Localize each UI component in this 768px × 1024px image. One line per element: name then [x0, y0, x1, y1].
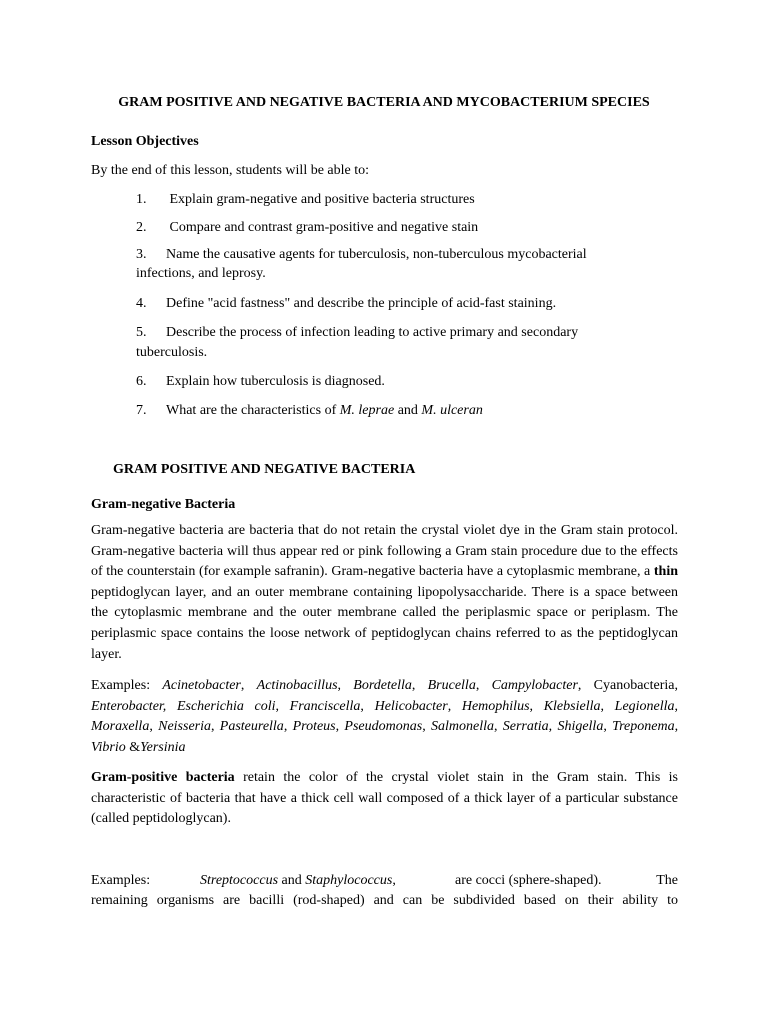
objective-text: Describe the process of infection leading to active primary and secondary — [166, 325, 579, 340]
separator: , — [603, 719, 613, 735]
objectives-heading: Lesson Objectives — [91, 134, 199, 149]
genus-name: Shigella — [557, 719, 604, 735]
objective-text: Explain how tuberculosis is diagnosed. — [166, 374, 385, 389]
gram-positive-paragraph — [91, 768, 678, 830]
genus-name: Serratia — [502, 719, 549, 735]
genus-name: Streptococcus — [200, 873, 279, 888]
genus-name: Brucella — [427, 678, 476, 693]
examples-genera — [200, 871, 396, 890]
objective-number: 2. — [136, 220, 147, 235]
genus-name: Helicobacter — [374, 698, 448, 714]
section-heading: GRAM POSITIVE AND NEGATIVE BACTERIA — [113, 462, 416, 477]
objective-number: 6. — [136, 374, 147, 389]
gram-negative-heading: Gram-negative Bacteria — [91, 497, 236, 512]
objective-item-3-continued: infections, and leprosy. — [136, 266, 266, 281]
genus-name: Hemophilus — [461, 698, 530, 714]
objective-text: Define "acid fastness" and describe the principle of acid-fast staining. — [166, 296, 557, 311]
separator: , — [548, 719, 558, 735]
genus-name: Acinetobacter — [162, 678, 241, 693]
objective-number: 4. — [136, 296, 147, 311]
objective-text: Name the causative agents for tuberculosis, non-tuberculous mycobacterial — [166, 247, 587, 262]
objective-item-3 — [136, 245, 587, 264]
genus-name: Pseudomonas — [344, 719, 423, 735]
genus-name: Actinobacillus — [256, 678, 338, 693]
genus-name: Moraxella — [91, 719, 150, 735]
objective-number: 7. — [136, 403, 147, 418]
objective-item-5 — [136, 323, 578, 342]
objective-number: 5. — [136, 325, 147, 340]
separator: , — [211, 719, 220, 735]
genus-name: Proteus — [292, 719, 336, 735]
separator: , — [600, 698, 615, 714]
document-title: GRAM POSITIVE AND NEGATIVE BACTERIA AND MYCOBACTERIUM SPECIES — [118, 95, 650, 110]
genus-name: Enterobacter, Escherichia coli — [91, 698, 276, 714]
objectives-intro: By the end of this lesson, students will be able to: — [91, 163, 370, 178]
objective-item-2 — [136, 218, 478, 237]
genus-name: Neisseria — [158, 719, 211, 735]
genus-name: Legionella — [614, 698, 675, 714]
genus-name: Franciscella — [289, 698, 361, 714]
genus-name: Yersinia — [140, 739, 186, 755]
separator: , — [360, 698, 375, 714]
the-text: The — [656, 873, 678, 888]
separator: , — [422, 719, 431, 735]
positive-examples-line — [91, 871, 678, 891]
separator: , — [493, 719, 503, 735]
objective-item-5-continued: tuberculosis. — [136, 345, 208, 360]
genus-name: Staphylococcus — [305, 873, 393, 888]
separator: , — [447, 698, 462, 714]
separator: , — [475, 678, 492, 693]
genus-name: Vibrio — [91, 739, 126, 755]
objective-text: Explain gram-negative and positive bacteria structures — [166, 192, 475, 207]
genus-name: Pasteurella — [219, 719, 284, 735]
positive-examples-continued: remaining organisms are bacilli (rod-shaped) and can be subdivided based on their ability to — [91, 893, 678, 908]
separator: , — [149, 719, 159, 735]
paragraph-text: peptidoglycan layer, and an outer membrane containing lipopolysaccharide. There is a space between the cytoplasmic membrane and the outer membrane called the periplasmic space or periplasm. The periplasmic space contains the loose network of peptidoglycan chains referred to as the peptidoglycan layer. — [91, 584, 678, 662]
emphasis-thin: thin — [653, 564, 678, 580]
genus-name: Bordetella — [353, 678, 412, 693]
punctuation: , — [392, 873, 396, 888]
separator: , — [275, 698, 290, 714]
separator: , — [674, 698, 679, 714]
species-name: M. ulceran — [421, 403, 483, 418]
separator: , — [337, 678, 354, 693]
gram-negative-paragraph — [91, 521, 678, 665]
gram-negative-examples — [91, 676, 678, 758]
species-name: M. leprae — [339, 403, 395, 418]
separator: & — [125, 739, 141, 755]
separator: , — [283, 719, 293, 735]
objective-number: 1. — [136, 192, 147, 207]
objective-text: and — [394, 403, 422, 418]
genus-name: Treponema — [612, 719, 675, 735]
genus-name: Campylobacter — [491, 678, 578, 693]
examples-label: Examples: — [91, 873, 151, 888]
genus-name: Salmonella — [430, 719, 494, 735]
separator: , Cyanobacteria, — [577, 678, 679, 693]
separator: , — [240, 678, 257, 693]
genus-name: Klebsiella — [543, 698, 601, 714]
cocci-text: are cocci (sphere-shaped). — [455, 873, 602, 888]
paragraph-text: retain the color of the crystal violet stain in the Gram stain. This is characteristic of bacteria that have a thick cell wall composed of a thick layer of a particular substance (called peptidologlycan). — [91, 770, 678, 827]
objective-text: Compare and contrast gram-positive and negative stain — [166, 220, 479, 235]
examples-label: Examples: — [91, 678, 163, 693]
objective-item-6 — [136, 372, 385, 391]
examples-list — [91, 678, 678, 755]
gram-positive-lead: Gram-positive bacteria — [91, 770, 235, 785]
objective-number: 3. — [136, 247, 147, 262]
objective-text: What are the characteristics of — [166, 403, 340, 418]
separator: , — [674, 719, 679, 735]
conjunction: and — [278, 873, 306, 888]
objective-item-1 — [136, 190, 475, 209]
paragraph-text: Gram-negative bacteria are bacteria that do not retain the crystal violet dye in the Gram stain protocol. Gram-negative bacteria will thus appear red or pink following a Gram stain procedure due to the effects of the counterstain (for example safranin). Gram-negative bacteria have a cytoplasmic membrane, a — [91, 523, 678, 580]
objective-item-4 — [136, 294, 556, 313]
separator: , — [335, 719, 345, 735]
separator: , — [411, 678, 428, 693]
separator: , — [529, 698, 544, 714]
objective-item-7 — [136, 401, 483, 420]
